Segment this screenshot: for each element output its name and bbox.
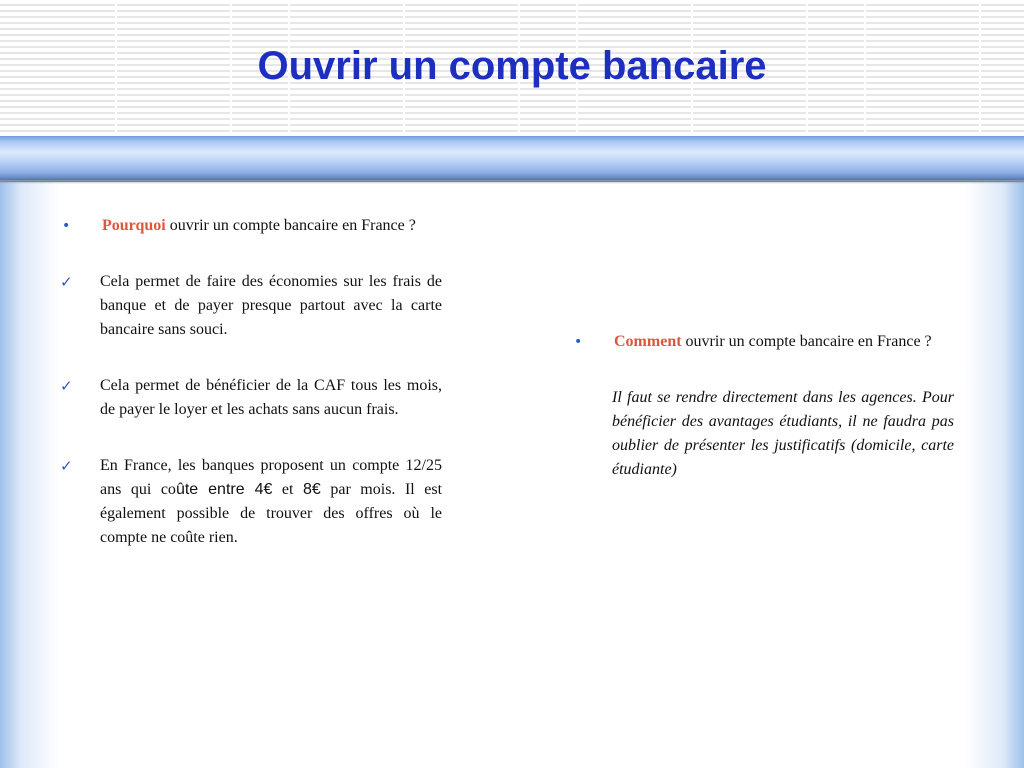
reason-text-part: En France, les banques proposent un compte 12/25 ans qui co [100,457,442,498]
reason-item [60,374,442,422]
question-comment [572,330,954,354]
checkmark-icon: ✓ [60,273,73,291]
question-keyword: Comment [614,333,682,350]
question-rest: ouvrir un compte bancaire en France ? [165,217,416,234]
reason-text-part: par mois. Il est également possible de trouver des offres où le compte ne coûte rien. [100,481,443,546]
left-column [60,214,442,582]
header-band [0,136,1024,182]
question-rest: ouvrir un compte bancaire en France ? [681,333,932,350]
left-edge-gradient [0,180,60,768]
price-range: ûte entre 4€ [175,481,273,498]
reason-item [60,454,442,550]
right-edge-gradient [964,180,1024,768]
slide-title: Ouvrir un compte bancaire [257,44,767,88]
right-column [572,330,954,482]
reason-text: Cela permet de faire des économies sur les frais de banque et de payer presque partout avec la carte bancaire sans souci. [100,273,442,338]
checkmark-icon: ✓ [60,377,73,395]
question-keyword: Pourquoi [102,217,166,234]
question-pourquoi [60,214,442,238]
reason-text: Cela permet de bénéficier de la CAF tous les mois, de payer le loyer et les achats sans aucun frais. [100,377,442,418]
reason-text [100,454,442,550]
reason-item [60,270,442,342]
header-band-shadow [0,180,1024,184]
question-text [102,214,442,238]
bullet-icon: • [62,218,71,234]
question-text [614,330,954,354]
checkmark-icon: ✓ [60,457,73,475]
slide-header [0,0,1024,136]
instructions-paragraph: Il faut se rendre directement dans les agences. Pour bénéficier des avantages étudiants, il ne faudra pas oublier de présenter les justificatifs (domicile, carte étudiante) [612,389,954,478]
price-max: 8€ [303,481,321,498]
reason-text-part: et [272,481,304,498]
bullet-icon: • [574,334,583,350]
